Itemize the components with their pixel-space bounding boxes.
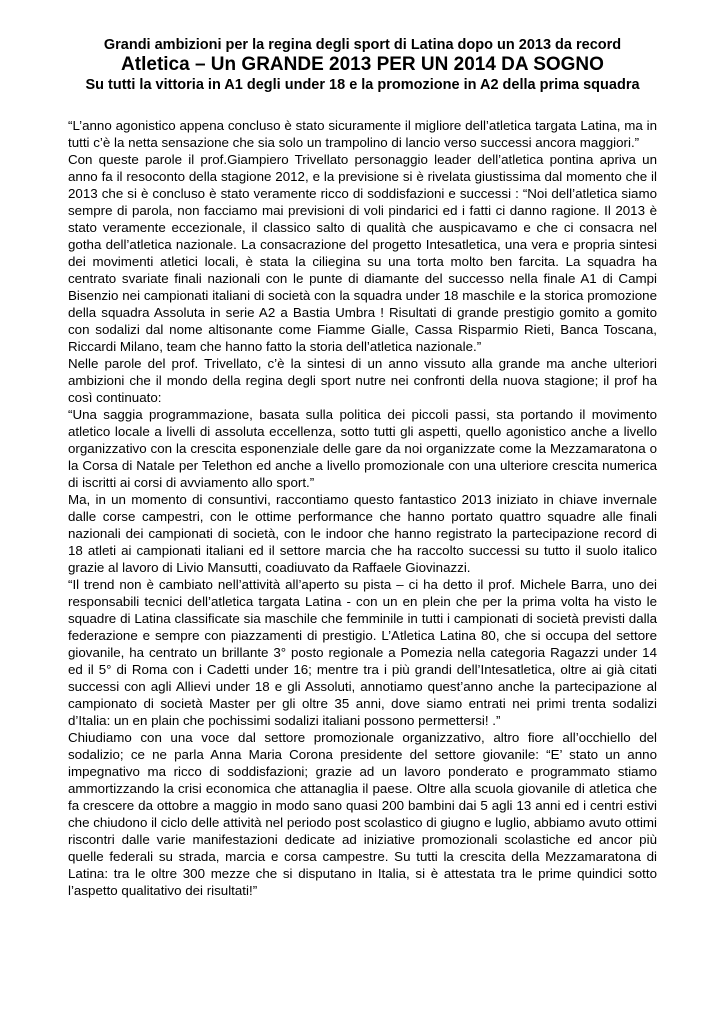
article-title: Atletica – Un GRANDE 2013 PER UN 2014 DA SOGNO xyxy=(121,54,604,75)
article-subtitle: Su tutti la vittoria in A1 degli under 18 e la promozione in A2 della prima squadra xyxy=(85,77,640,93)
paragraph: Nelle parole del prof. Trivellato, c’è la sintesi di un anno vissuto alla grande ma anche ulteriori ambizioni che il mondo della regina degli sport nutre nei confronti della nuova stagione; il prof ha così continuato: xyxy=(68,356,657,405)
article-heading xyxy=(68,36,657,94)
paragraph: “Una saggia programmazione, basata sulla politica dei piccoli passi, sta portando il movimento atletico locale a livelli di assoluta eccellenza, sotto tutti gli aspetti, quello agonistico anche a livello organizzativo con la crescita esponenziale delle gare da noi organizzate come la Mezzamaratona o la Corsa di Natale per Telethon ed anche a livello promozionale con una ulteriore crescita numerica di iscritti ai corsi di avviamento allo sport.” xyxy=(68,407,657,490)
paragraph: “L’anno agonistico appena concluso è stato sicuramente il migliore dell’atletica targata Latina, ma in tutti c’è la netta sensazione che sia solo un trampolino di lancio verso successi ancora maggiori.” xyxy=(68,118,657,150)
article-supertitle: Grandi ambizioni per la regina degli sport di Latina dopo un 2013 da record xyxy=(103,37,622,53)
paragraph: “Il trend non è cambiato nell’attività all’aperto su pista – ci ha detto il prof. Michele Barra, uno dei responsabili tecnici dell’atletica targata Latina - con un en plein che per la prima volta ha visto le squadre di Latina classificate sia maschile che femminile in tutti i campionati di società previsti dalla federazione e sempre con piazzamenti di prestigio. L’Atletica Latina 80, che si occupa del settore giovanile, ha centrato un brillante 3° posto regionale a Pomezia nella categoria Ragazzi under 14 ed il 5° di Roma con i Cadetti under 16; mentre tra i più grandi dell’Intesatletica, oltre ai già citati successi con agli Allievi under 18 e gli Assoluti, annotiamo quest’anno anche la partecipazione al campionato di società Master per gli oltre 35 anni, dove siamo entrati nei primi trenta sodalizi d’Italia: un en plain che pochissimi sodalizi italiani possono permettersi! .” xyxy=(68,577,657,728)
paragraph: Con queste parole il prof.Giampiero Trivellato personaggio leader dell’atletica pontina apriva un anno fa il resoconto della stagione 2012, e la previsione si è rivelata giustissima dal momento che il 2013 che si è concluso è stato veramente ricco di soddisfazioni e successi : “Noi dell’atletica siamo sempre di parola, non facciamo mai previsioni di voli pindarici ed i fatti ci danno ragione. Il 2013 è stato veramente eccezionale, il classico salto di qualità che auspicavamo e che ci consacra nel gotha dell’atletica nazionale. La consacrazione del progetto Intesatletica, una vera e propria sintesi dei movimenti atletici locali, è stata la ciliegina su una torta molto ben farcita. La squadra ha centrato svariate finali nazionali con le punte di diamante del successo nella finale A1 di Campi Bisenzio nei campionati italiani di società con la squadra under 18 maschile e la storica promozione della squadra Assoluta in serie A2 a Bastia Umbra ! Risultati di grande prestigio gomito a gomito con sodalizi dal nome altisonante come Fiamme Gialle, Cassa Risparmio Rieti, Banca Toscana, Riccardi Milano, team che hanno fatto la storia dell’atletica nazionale.” xyxy=(68,152,657,354)
article-body xyxy=(68,117,657,899)
paragraph: Chiudiamo con una voce dal settore promozionale organizzativo, altro fiore all’occhiello del sodalizio; ce ne parla Anna Maria Corona presidente del settore giovanile: “E’ stato un anno impegnativo ma ricco di soddisfazioni; grazie ad un lavoro ponderato e programmato stiamo ammortizzando la crisi economica che attanaglia il paese. Oltre alla scuola giovanile di atletica che fa crescere da ottobre a maggio in modo sano quasi 200 bambini dai 5 agli 13 anni ed i centri estivi che chiudono il ciclo delle attività nel periodo post scolastico di giugno e luglio, abbiamo avuto ottimi riscontri dalle varie manifestazioni dedicate ad iniziative promozionali scolastiche ed ancor più quelle federali su strada, marcia e corsa campestre. Su tutti la crescita della Mezzamaratona di Latina: tra le oltre 300 mezze che si disputano in Italia, si è attestata tra le prime quindici sotto l’aspetto qualitativo dei risultati!” xyxy=(68,730,657,898)
paragraph: Ma, in un momento di consuntivi, raccontiamo questo fantastico 2013 iniziato in chiave invernale dalle corse campestri, con le ottime performance che hanno portato quattro squadre alle finali nazionali dei campionati di società, con le indoor che hanno registrato la partecipazione record di 18 atleti ai campionati italiani ed il settore marcia che ha raccolto successi su tutto il suolo italico grazie al lavoro di Livio Mansutti, coadiuvato da Raffaele Giovinazzi. xyxy=(68,492,657,575)
